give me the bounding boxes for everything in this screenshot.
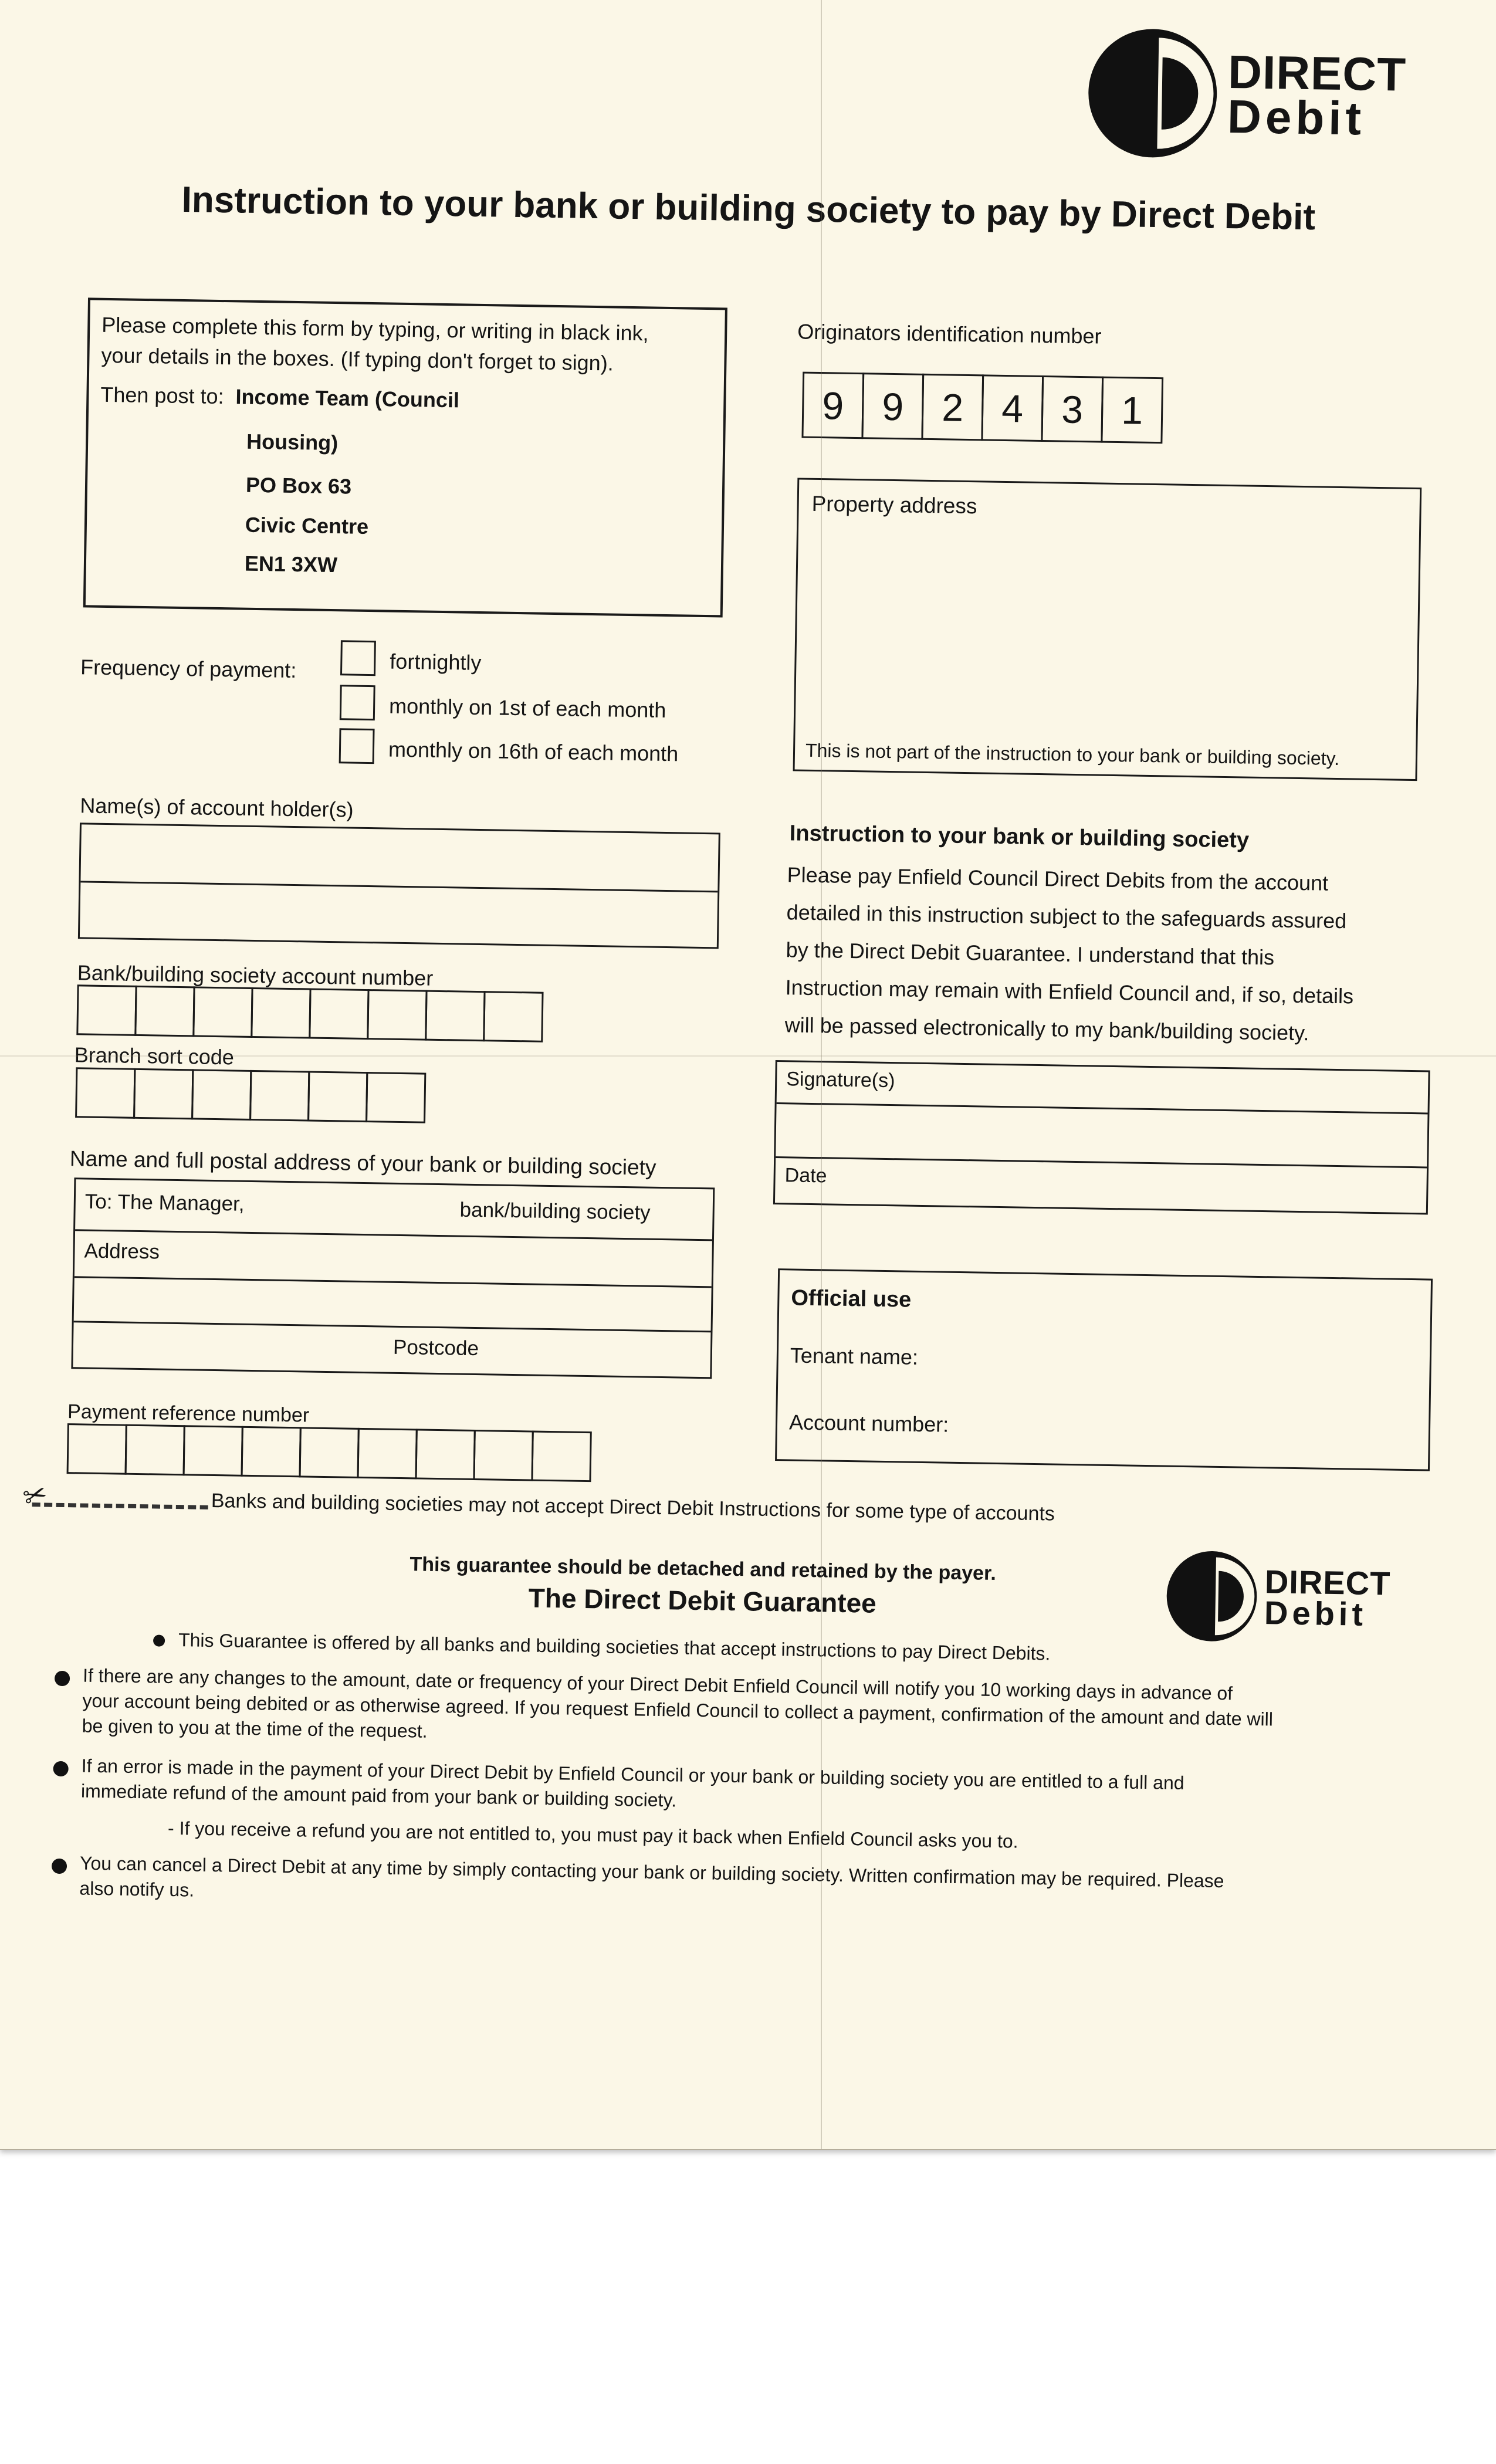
bank-building-society-label: bank/building society [459,1198,651,1224]
account-number-official-label: Account number: [788,1410,949,1437]
payment-reference-cell [473,1430,533,1481]
signature-box [773,1060,1430,1214]
form-title: Instruction to your bank or building society to pay by Direct Debit [181,179,1316,238]
account-number-cell [309,988,369,1040]
guarantee-bullet-3: If an error is made in the payment of your Direct Debit by Enfield Council or your bank or building society you are entitled to a full and immediate refund of the amount paid from your bank or building society. [80,1755,1184,1811]
frequency-option-row [339,728,679,769]
payment-reference-cell [415,1429,475,1480]
originator-id-label: Originators identification number [797,319,1102,348]
bank-address-label: Name and full postal address of your bank or building society [69,1146,656,1180]
monthly-1st-checkbox [340,685,375,720]
originator-digit-cell: 1 [1101,377,1163,444]
bullet-icon [52,1859,67,1874]
account-number-cell [367,989,427,1041]
sort-code-cell [307,1071,368,1122]
signature-entry-row [776,1104,1427,1168]
account-number-cell [76,984,137,1036]
detach-note: This guarantee should be detached and retained by the payer. [409,1553,997,1585]
fortnightly-label: fortnightly [390,649,482,675]
account-number-cell [251,987,311,1039]
sort-code-cell [249,1070,310,1122]
bank-address-postcode-row [73,1322,710,1377]
account-holders-label: Name(s) of account holder(s) [80,793,354,822]
account-holder-row-2 [80,882,717,947]
sort-code-cell [75,1067,136,1119]
payment-reference-cell [299,1427,360,1478]
payment-reference-cell [183,1425,243,1477]
intro-box [83,297,727,617]
originator-digit-cell: 4 [981,374,1044,442]
payment-reference-cells [67,1423,592,1482]
payment-reference-cell [531,1431,591,1483]
post-address-line-0: Income Team (Council [235,384,460,412]
logo-word-direct: DIRECT [1264,1563,1391,1602]
guarantee-bullet-1: This Guarantee is offered by all banks and building societies that accept instructions to pay Direct Debits. [178,1629,1051,1664]
signature-label: Signature(s) [786,1068,895,1092]
intro-instructions: Please complete this form by typing, or writing in black ink, your details in the boxes. (If typing don't forget to sign). [101,312,649,375]
bank-address-box [71,1177,715,1379]
post-address-line-4: EN1 3XW [244,551,338,577]
monthly-16th-checkbox [339,728,375,764]
cut-line [32,1502,208,1509]
frequency-label: Frequency of payment: [80,655,297,683]
date-label: Date [784,1164,827,1187]
logo-word-direct: DIRECT [1227,45,1407,101]
account-number-cell [134,986,195,1037]
scissors-icon: ✂ [19,1477,52,1514]
bullet-icon [153,1634,165,1646]
account-number-cell [192,986,253,1038]
direct-debit-logo [1085,25,1407,164]
logo-word-debit: Debit [1227,90,1366,145]
account-number-cell [425,990,485,1042]
guarantee-bullet-4: You can cancel a Direct Debit at any time by simply contacting your bank or building society. Written confirmation may be required. Please also notify us. [79,1852,1224,1901]
originator-digit-cell: 9 [801,372,864,439]
bank-address-to-row [75,1179,713,1241]
bullet-icon [53,1761,68,1776]
property-address-label: Property address [811,491,977,519]
official-use-box [775,1268,1433,1471]
account-number-cells [76,984,543,1042]
property-address-box [793,478,1422,781]
payment-reference-cell [241,1426,302,1478]
to-the-manager-label: To: The Manager, [84,1190,245,1216]
instruction-body: Please pay Enfield Council Direct Debits from the account detailed in this instruction subject to the safeguards assured by the Direct Debit Guarantee. I understand that this Instruction may remain with Enfield Council and, if so, details will be passed electronically to my bank/building society. [784,862,1354,1045]
account-holder-row-1 [80,824,718,892]
frequency-option-row [340,640,482,678]
sort-code-label: Branch sort code [74,1043,235,1069]
guarantee-bullet-3-sub: - If you receive a refund you are not entitled to, you must pay it back when Enfield Council asks you to. [167,1817,1018,1852]
sort-code-cell [191,1069,252,1121]
property-address-note: This is not part of the instruction to your bank or building society. [805,739,1340,770]
address-label: Address [84,1239,160,1264]
originator-digit-cell: 9 [861,373,924,440]
originator-id-cells [801,372,1163,444]
originator-digit-cell: 3 [1041,375,1104,443]
tenant-name-label: Tenant name: [790,1343,919,1369]
post-address-line-3: Civic Centre [245,513,369,539]
sort-code-cells [75,1067,426,1123]
monthly-16th-label: monthly on 16th of each month [388,737,679,766]
official-use-heading: Official use [791,1285,912,1312]
fortnightly-checkbox [340,640,376,676]
account-number-label: Bank/building society account number [77,960,434,990]
direct-debit-logo-small [1164,1549,1391,1646]
postcode-label: Postcode [392,1335,479,1360]
frequency-option-row [340,685,666,725]
account-holders-box [78,823,720,949]
post-to-label: Then post to: [100,383,224,409]
date-row [775,1158,1427,1213]
monthly-1st-label: monthly on 1st of each month [388,693,666,722]
post-address-line-1: Housing) [246,429,339,455]
paper-fold-horizontal [0,1055,1496,1057]
direct-debit-mark-icon [1085,25,1221,161]
sort-code-cell [133,1068,194,1120]
bullet-icon [55,1671,70,1686]
account-number-cell [483,991,543,1043]
payment-reference-label: Payment reference number [67,1400,310,1427]
accounts-footnote: Banks and building societies may not accept Direct Debit Instructions for some type of accounts [211,1489,1055,1525]
payment-reference-cell [357,1428,417,1480]
logo-word-debit: Debit [1264,1594,1368,1633]
direct-debit-mark-icon [1164,1549,1259,1644]
originator-digit-cell: 2 [921,374,984,441]
payment-reference-cell [125,1424,185,1476]
guarantee-bullet-2: If there are any changes to the amount, date or frequency of your Direct Debit Enfield Council will notify you 10 working days in advance of your account being debited or as otherwise agreed. If you request Enfield Council to collect a payment, confirmation of the amount and date will be given to you at the time of the request. [82,1664,1274,1742]
guarantee-heading: The Direct Debit Guarantee [528,1582,877,1619]
post-address-line-2: PO Box 63 [245,473,352,499]
payment-reference-cell [67,1423,127,1475]
sort-code-cell [365,1072,426,1123]
instruction-heading: Instruction to your bank or building society [789,821,1250,853]
paper-fold-vertical [821,0,822,2149]
